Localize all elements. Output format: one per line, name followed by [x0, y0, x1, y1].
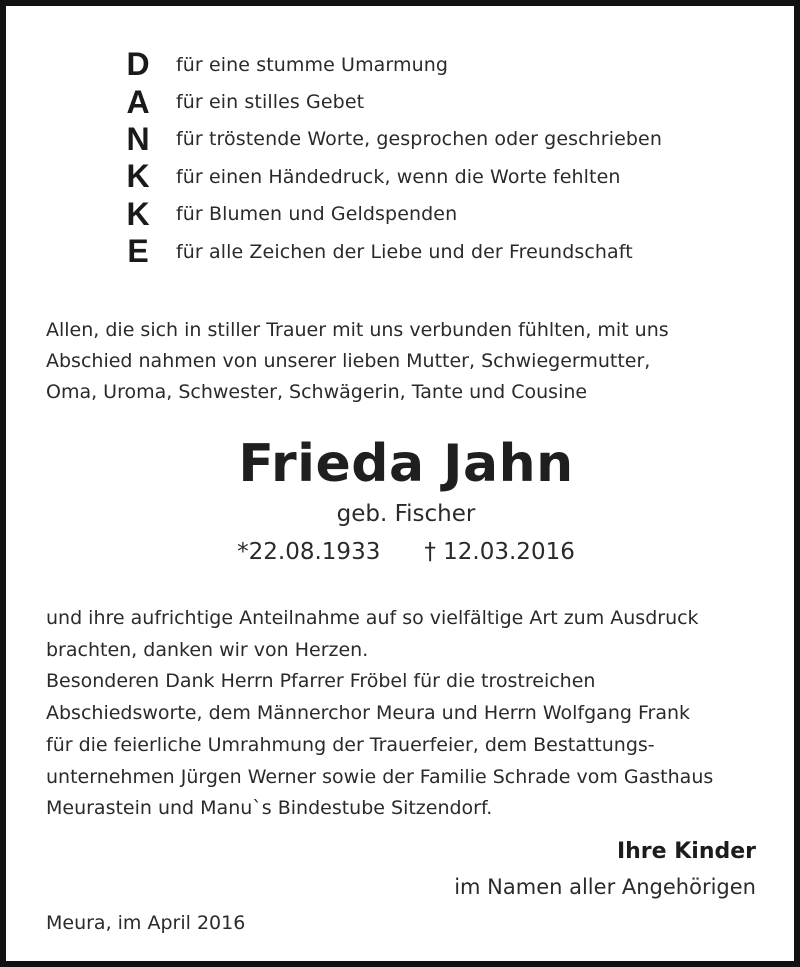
- signature-subtitle: im Namen aller Angehörigen: [454, 875, 756, 899]
- intro-line: Oma, Uroma, Schwester, Schwägerin, Tante und Cousine: [46, 381, 588, 403]
- thanks-line: Abschiedsworte, dem Männerchor Meura und Herrn Wolfgang Frank: [46, 702, 691, 725]
- acrostic-row: [114, 196, 754, 233]
- acrostic-text: für Blumen und Geldspenden: [176, 203, 458, 226]
- thanks-line: Meurastein und Manu`s Bindestube Sitzendorf.: [46, 797, 493, 820]
- intro-line: Abschied nahmen von unserer lieben Mutter, Schwiegermutter,: [46, 350, 651, 372]
- thanks-paragraph: [46, 603, 786, 825]
- signature-title: Ihre Kinder: [616, 839, 756, 864]
- acrostic-row: [114, 46, 754, 83]
- acrostic-row: [114, 158, 754, 195]
- deceased-name: Frieda Jahn: [238, 434, 574, 494]
- acrostic-letter: K: [126, 195, 150, 232]
- acrostic-letter: K: [126, 158, 150, 195]
- thanks-line: Besonderen Dank Herrn Pfarrer Fröbel für die trostreichen: [46, 670, 596, 693]
- acrostic-row: [114, 121, 754, 158]
- acrostic-text: für eine stumme Umarmung: [176, 53, 449, 76]
- intro-paragraph: [46, 315, 786, 408]
- acrostic-letter: A: [126, 83, 150, 120]
- maiden-name: geb. Fischer: [336, 501, 476, 527]
- danke-acrostic: [114, 46, 754, 270]
- acrostic-text: für einen Händedruck, wenn die Worte fehlten: [176, 165, 621, 188]
- intro-line: Allen, die sich in stiller Trauer mit uns verbunden fühlten, mit uns: [46, 319, 669, 341]
- acrostic-text: für alle Zeichen der Liebe und der Freundschaft: [176, 240, 633, 263]
- acrostic-row: [114, 233, 754, 270]
- birth-date: *22.08.1933: [237, 539, 381, 565]
- thanks-line: für die feierliche Umrahmung der Trauerfeier, dem Bestattungs-: [46, 733, 655, 756]
- acrostic-letter: E: [127, 233, 149, 270]
- acrostic-letter: D: [126, 46, 150, 83]
- acrostic-letter: N: [126, 120, 150, 157]
- acrostic-text: für tröstende Worte, gesprochen oder geschrieben: [176, 128, 662, 151]
- place-date: Meura, im April 2016: [46, 912, 246, 934]
- death-date: † 12.03.2016: [424, 539, 575, 565]
- thanks-line: unternehmen Jürgen Werner sowie der Familie Schrade vom Gasthaus: [46, 765, 714, 788]
- thanks-line: brachten, danken wir von Herzen.: [46, 638, 369, 661]
- acrostic-row: [114, 83, 754, 120]
- life-dates: [6, 539, 800, 565]
- acrostic-text: für ein stilles Gebet: [176, 91, 365, 114]
- thanks-line: und ihre aufrichtige Anteilnahme auf so vielfältige Art zum Ausdruck: [46, 607, 699, 629]
